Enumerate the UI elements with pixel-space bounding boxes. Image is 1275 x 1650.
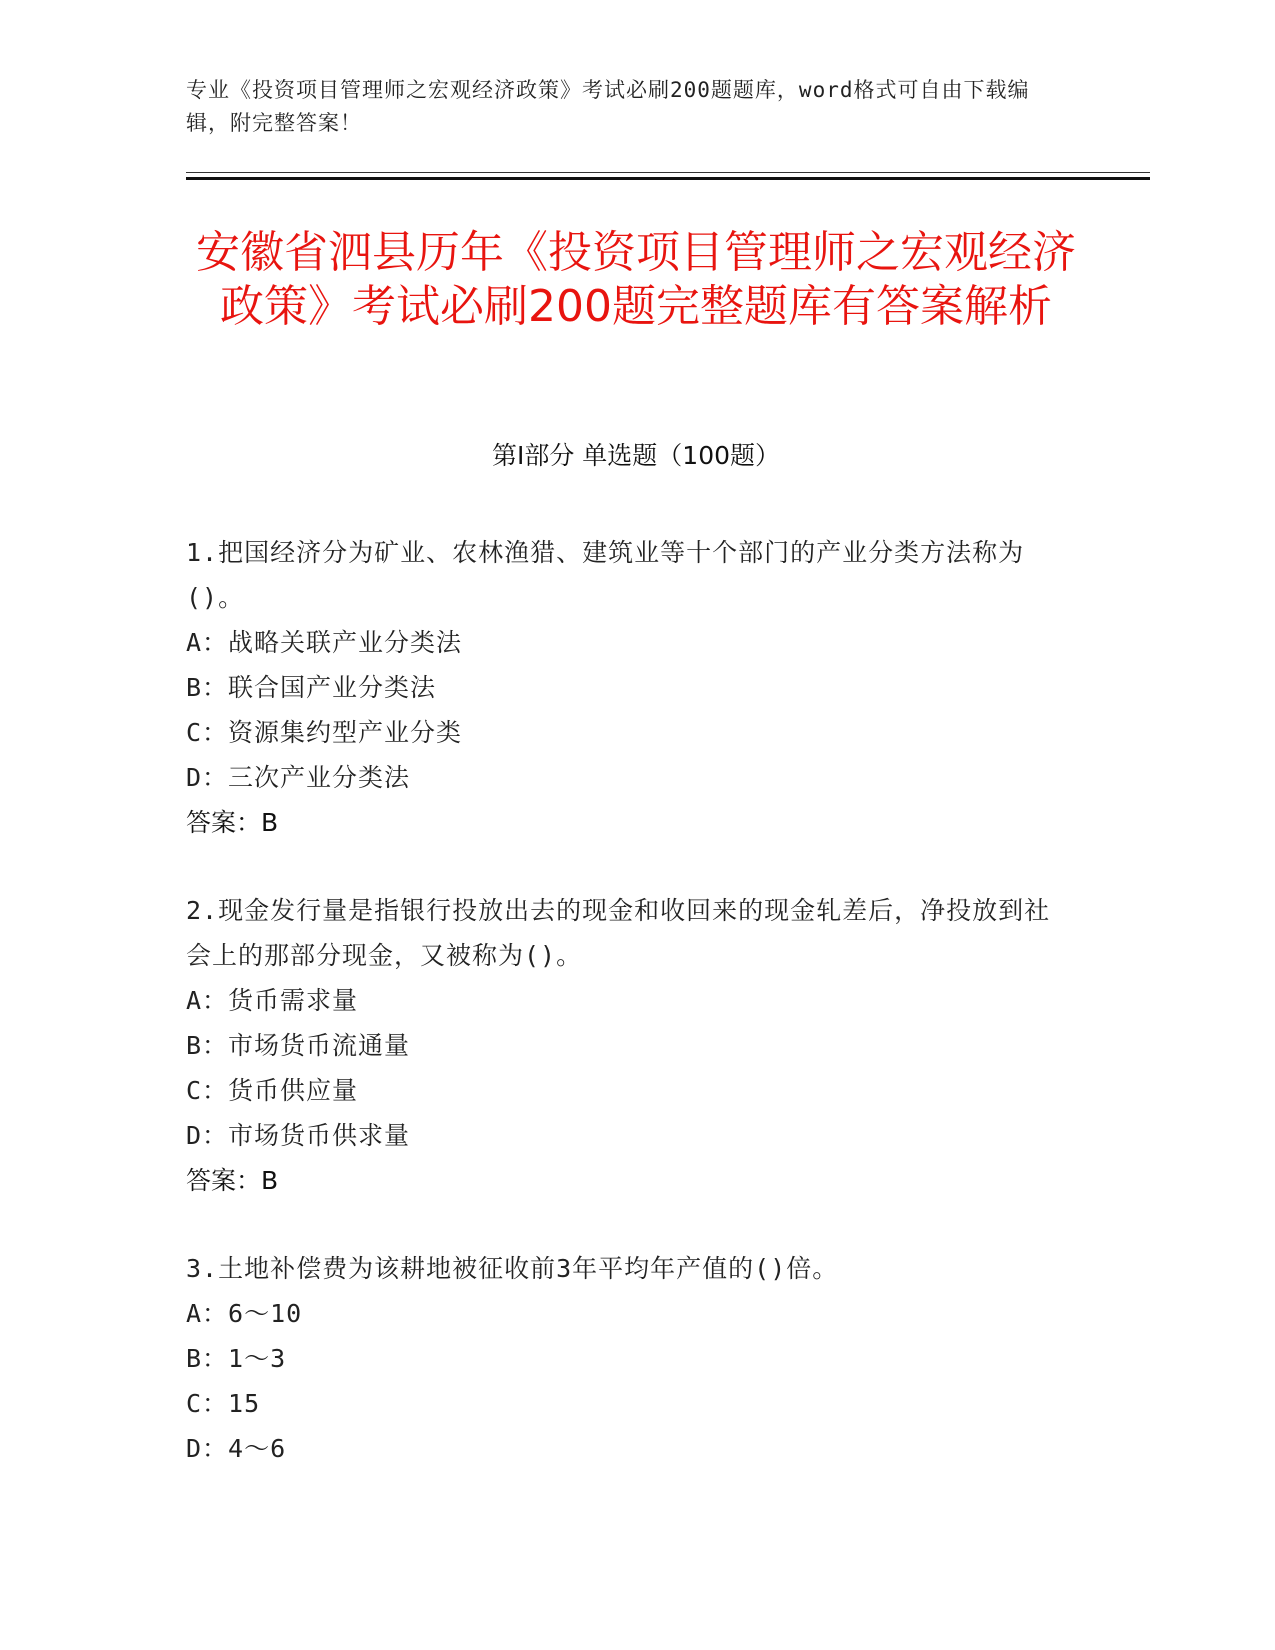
section-heading: 第Ⅰ部分 单选题（100题） <box>491 441 781 470</box>
header-rule-thin <box>186 172 1150 173</box>
option-d: D：市场货币供求量 <box>186 1121 411 1150</box>
option-c: C：资源集约型产业分类 <box>186 718 463 747</box>
option-b: B：市场货币流通量 <box>186 1031 411 1060</box>
option-a: A：战略关联产业分类法 <box>186 628 463 657</box>
question-stem: 2.现金发行量是指银行投放出去的现金和收回来的现金轧差后，净投放到社会上的那部分现金，又被称为()。 <box>186 896 1051 970</box>
question-list <box>186 530 1066 1513</box>
option-a: A：货币需求量 <box>186 986 359 1015</box>
option-c: C：15 <box>186 1389 261 1418</box>
option-b: B：联合国产业分类法 <box>186 673 437 702</box>
document-title: 安徽省泗县历年《投资项目管理师之宏观经济政策》考试必刷200题完整题库有答案解析 <box>196 227 1076 332</box>
option-c: C：货币供应量 <box>186 1076 359 1105</box>
header-rule-thick <box>186 177 1150 180</box>
header-note: 专业《投资项目管理师之宏观经济政策》考试必刷200题题库，word格式可自由下载编辑，附完整答案！ <box>186 78 1030 135</box>
option-d: D：4～6 <box>186 1434 287 1463</box>
option-b: B：1～3 <box>186 1344 287 1373</box>
option-d: D：三次产业分类法 <box>186 763 411 792</box>
question-2 <box>186 888 1066 1204</box>
option-a: A：6～10 <box>186 1299 303 1328</box>
answer-line: 答案：B <box>186 1166 279 1195</box>
question-1 <box>186 530 1066 846</box>
question-stem: 3.土地补偿费为该耕地被征收前3年平均年产值的()倍。 <box>186 1254 839 1283</box>
answer-line: 答案：B <box>186 808 279 837</box>
question-stem: 1.把国经济分为矿业、农林渔猎、建筑业等十个部门的产业分类方法称为()。 <box>186 538 1025 612</box>
question-3 <box>186 1246 1066 1471</box>
